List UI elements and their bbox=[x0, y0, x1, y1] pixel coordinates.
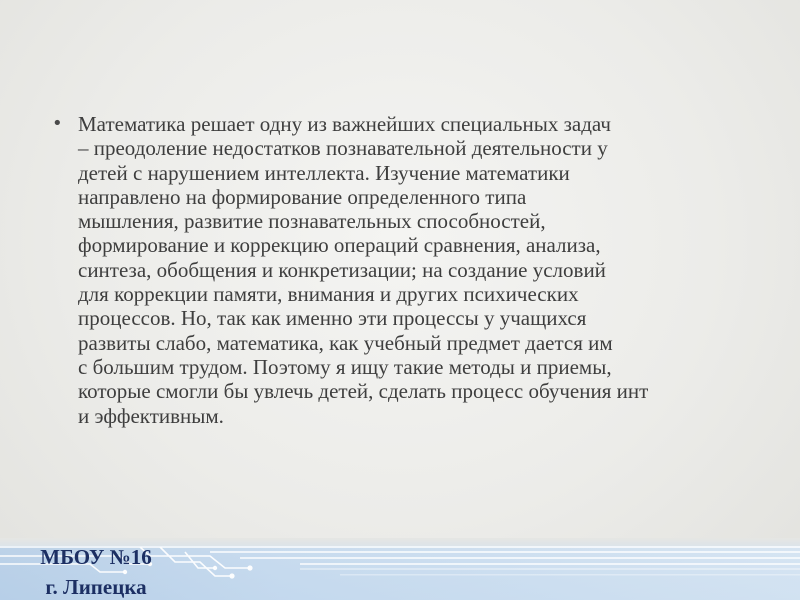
bullet-item bbox=[52, 112, 800, 428]
paragraph-line-1: Математика решает одну из важнейших специальных задач bbox=[78, 112, 611, 136]
paragraph-line-12: которые смогли бы увлечь детей, сделать процесс обучения инт bbox=[78, 379, 649, 404]
school-label bbox=[26, 542, 166, 600]
paragraph-line-2: – преодоление недостатков познавательной деятельности у bbox=[78, 136, 608, 161]
paragraph-line-3: детей с нарушением интеллекта. Изучение математики bbox=[78, 160, 570, 185]
school-name: МБОУ №16 bbox=[40, 545, 152, 569]
paragraph-line-6: формирование и коррекцию операций сравнения, анализа, bbox=[78, 233, 601, 258]
slide-body bbox=[52, 112, 800, 442]
paragraph-line-7: синтеза, обобщения и конкретизации; на создание условий bbox=[78, 257, 606, 282]
school-city: г. Липецка bbox=[45, 575, 147, 599]
paragraph-line-4: направлено на формирование определенного типа bbox=[78, 184, 527, 209]
footer-band bbox=[0, 538, 800, 600]
paragraph-line-13: и эффективным. bbox=[78, 403, 224, 428]
bullet-icon: • bbox=[52, 113, 63, 134]
paragraph-line-8: для коррекции памяти, внимания и других психических bbox=[78, 282, 579, 307]
paragraph-line-9: процессов. Но, так как именно эти процессы у учащихся bbox=[78, 306, 587, 331]
paragraph-line-5: мышления, развитие познавательных способностей, bbox=[78, 209, 546, 234]
paragraph-line-11: с большим трудом. Поэтому я ищу такие методы и приемы, bbox=[78, 354, 612, 379]
paragraph-line-10: развиты слабо, математика, как учебный предмет дается им bbox=[78, 330, 613, 355]
